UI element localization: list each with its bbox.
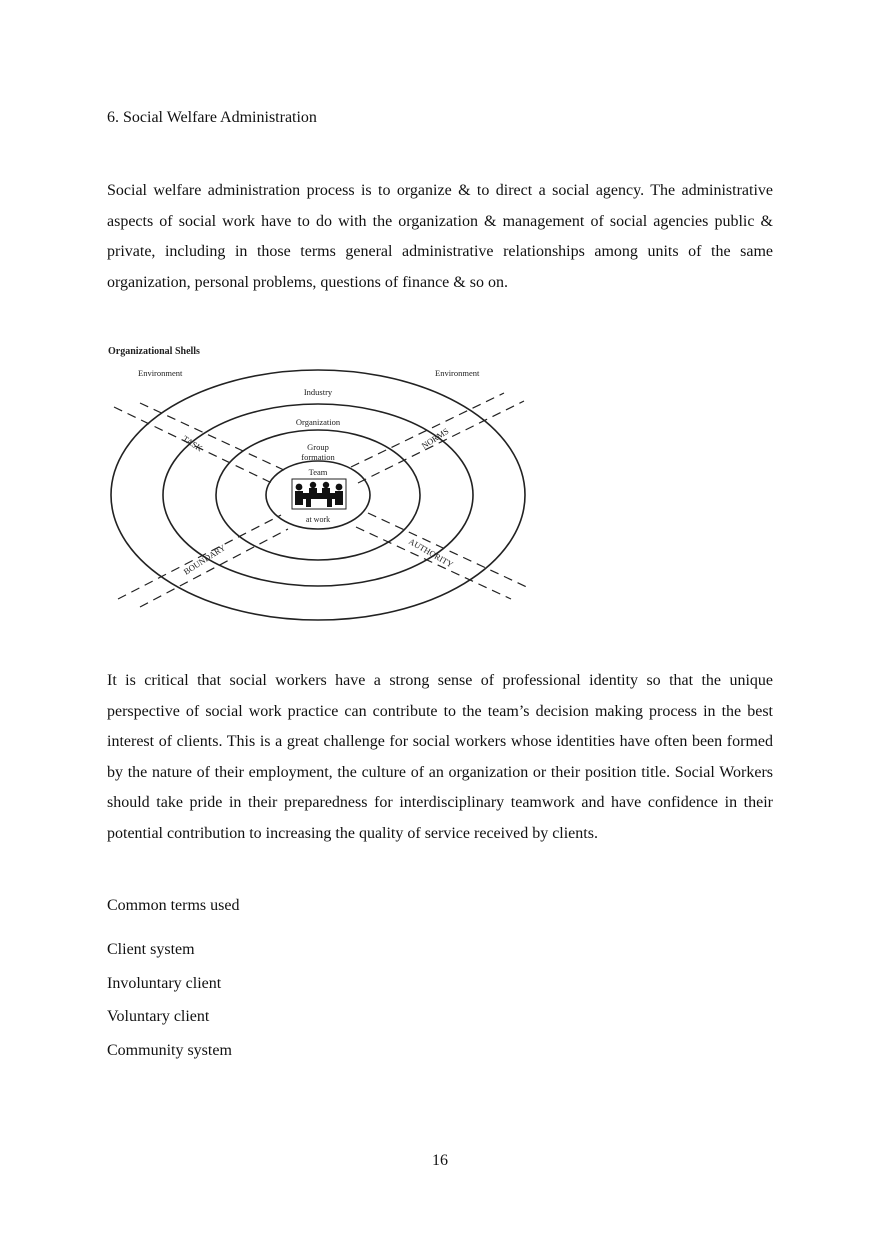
term-item: Voluntary client bbox=[107, 1008, 210, 1025]
boundary-axis-label: BOUNDARY bbox=[181, 542, 228, 577]
authority-axis-label: AUTHORITY bbox=[407, 536, 455, 570]
section-heading: 6. Social Welfare Administration bbox=[107, 109, 317, 126]
environment-left-label: Environment bbox=[138, 368, 183, 378]
team-label: Team bbox=[308, 467, 328, 477]
authority-band-upper bbox=[368, 513, 531, 589]
terms-list bbox=[107, 939, 232, 1073]
figure-title: Organizational Shells bbox=[108, 346, 200, 357]
at-work-label: at work bbox=[305, 515, 331, 524]
environment-right-label: Environment bbox=[435, 368, 480, 378]
norms-band-lower bbox=[358, 401, 524, 483]
organizational-shells-figure bbox=[106, 337, 538, 625]
page-number: 16 bbox=[432, 1152, 448, 1169]
team-at-work-icon bbox=[292, 479, 346, 509]
term-item: Client system bbox=[107, 941, 195, 958]
common-terms-label: Common terms used bbox=[107, 897, 240, 914]
intro-paragraph: Social welfare administration process is to organize & to direct a social agency. The administrative aspects of social work have to do with the organization & management of social agencies public & private, including in those terms general administrative relationships among units of the same organization, personal problems, questions of finance & so on. bbox=[107, 182, 773, 291]
task-axis-label: TASK bbox=[180, 433, 205, 454]
term-item: Community system bbox=[107, 1041, 232, 1059]
authority-band-lower bbox=[356, 527, 511, 599]
formation-label: formation bbox=[301, 452, 335, 462]
organizational-shells-diagram bbox=[106, 337, 538, 625]
professional-identity-paragraph: It is critical that social workers have a strong sense of professional identity so that the unique perspective of social work practice can contribute to the team’s decision making process in the best interest of clients. This is a great challenge for social workers whose identities have often been formed by the nature of their employment, the culture of an organization or their position title. Social Workers should take pride in their preparedness for interdisciplinary teamwork and have confidence in their potential contribution to increasing the quality of service received by clients. bbox=[107, 672, 773, 842]
organization-label: Organization bbox=[295, 417, 341, 427]
norms-axis-label: NORMS bbox=[419, 425, 451, 451]
industry-label: Industry bbox=[303, 387, 333, 397]
term-item: Involuntary client bbox=[107, 974, 222, 992]
group-label: Group bbox=[307, 442, 329, 452]
boundary-band-lower bbox=[140, 529, 288, 607]
